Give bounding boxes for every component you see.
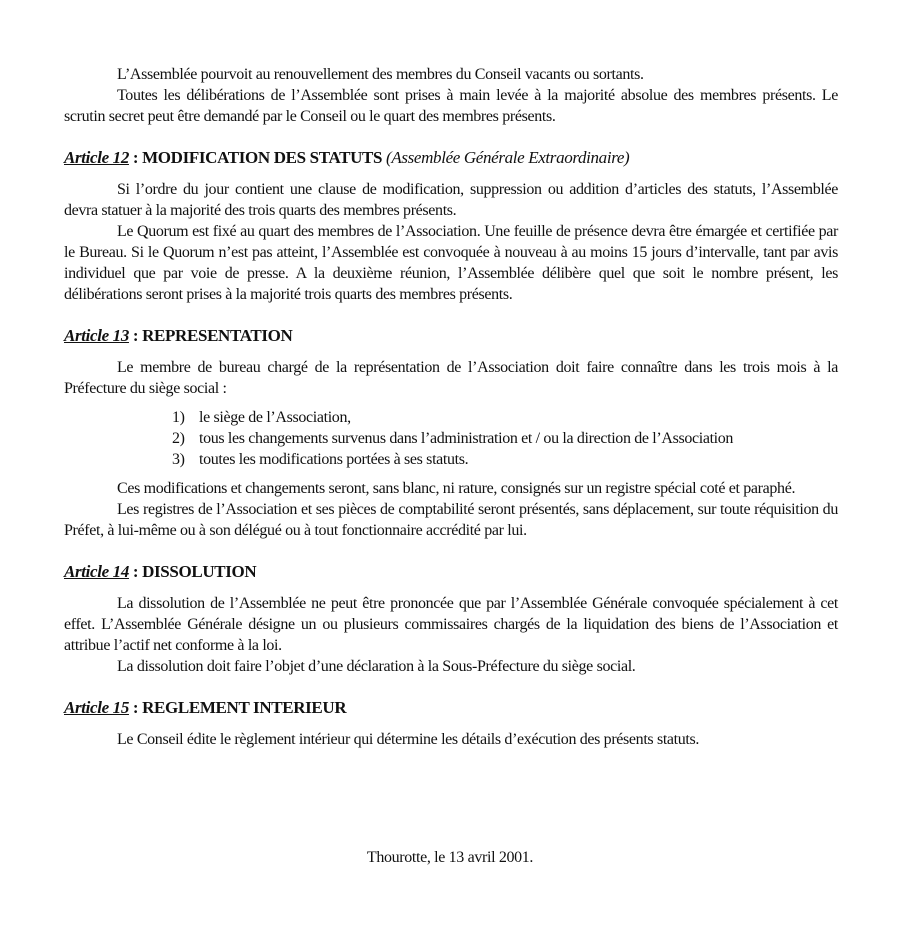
paragraph: La dissolution de l’Assemblée ne peut être prononcée que par l’Assemblée Générale convoquée spécialement à cet effet. L’Assemblée Générale désigne un ou plusieurs commissaires chargés de la liquidation des biens de l’Association et attribue l’actif net conforme à la loi.	[64, 595, 838, 654]
article-12-heading	[64, 147, 838, 169]
paragraph: La dissolution doit faire l’objet d’une déclaration à la Sous-Préfecture du siège social.	[117, 658, 636, 675]
list-marker: 2)	[172, 430, 185, 447]
paragraph: Le Quorum est fixé au quart des membres de l’Association. Une feuille de présence devra être émargée et certifiée par le Bureau. Si le Quorum n’est pas atteint, l’Assemblée est convoquée à nouveau à au moins 15 jours d’intervalle, tant par avis individuel que par voie de presse. A la deuxième réunion, l’Assemblée délibère quel que soit le nombre présent, les délibérations seront prises à la majorité trois quarts des membres présents.	[64, 223, 838, 303]
article-title: REPRESENTATION	[142, 326, 293, 345]
article-number: Article 14	[64, 562, 129, 581]
paragraph: Le membre de bureau chargé de la représentation de l’Association doit faire connaître dans les trois mois à la Préfecture du siège social :	[64, 359, 838, 397]
list-item-text: tous les changements survenus dans l’administration et / ou la direction de l’Association	[199, 430, 734, 447]
article-number: Article 12	[64, 148, 129, 167]
article-subtitle: (Assemblée Générale Extraordinaire)	[382, 148, 630, 167]
article-13-heading	[64, 325, 838, 347]
list-marker: 3)	[172, 451, 185, 468]
article-number: Article 15	[64, 698, 129, 717]
list-item	[172, 428, 838, 449]
article-title: DISSOLUTION	[142, 562, 257, 581]
article-14-heading	[64, 561, 838, 583]
paragraph: Si l’ordre du jour contient une clause de modification, suppression ou addition d’articles des statuts, l’Assemblée devra statuer à la majorité des trois quarts des membres présents.	[64, 181, 838, 219]
numbered-list	[64, 407, 838, 470]
article-15-heading	[64, 697, 838, 719]
article-separator: :	[128, 148, 143, 167]
paragraph: Ces modifications et changements seront, sans blanc, ni rature, consignés sur un registre spécial coté et paraphé.	[117, 480, 796, 497]
list-item-text: toutes les modifications portées à ses statuts.	[199, 451, 469, 468]
list-marker: 1)	[172, 409, 185, 426]
article-separator: :	[128, 326, 143, 345]
paragraph: Toutes les délibérations de l’Assemblée sont prises à main levée à la majorité absolue des membres présents. Le scrutin secret peut être demandé par le Conseil ou le quart des membres présents.	[64, 87, 838, 125]
signature-place-date: Thourotte, le 13 avril 2001.	[366, 849, 534, 866]
list-item	[172, 407, 838, 428]
article-title: MODIFICATION DES STATUTS	[142, 148, 383, 167]
document-page	[64, 64, 838, 750]
paragraph: Le Conseil édite le règlement intérieur qui détermine les détails d’exécution des présents statuts.	[117, 731, 700, 748]
article-separator: :	[128, 562, 143, 581]
paragraph: Les registres de l’Association et ses pièces de comptabilité seront présentés, sans déplacement, sur toute réquisition du Préfet, à lui-même ou à son délégué ou à tout fonctionnaire accrédité par lui.	[64, 501, 838, 539]
article-separator: :	[128, 698, 143, 717]
article-number: Article 13	[64, 326, 129, 345]
article-title: REGLEMENT INTERIEUR	[142, 698, 347, 717]
paragraph: L’Assemblée pourvoit au renouvellement des membres du Conseil vacants ou sortants.	[117, 66, 644, 83]
list-item-text: le siège de l’Association,	[199, 409, 351, 426]
list-item	[172, 449, 838, 470]
